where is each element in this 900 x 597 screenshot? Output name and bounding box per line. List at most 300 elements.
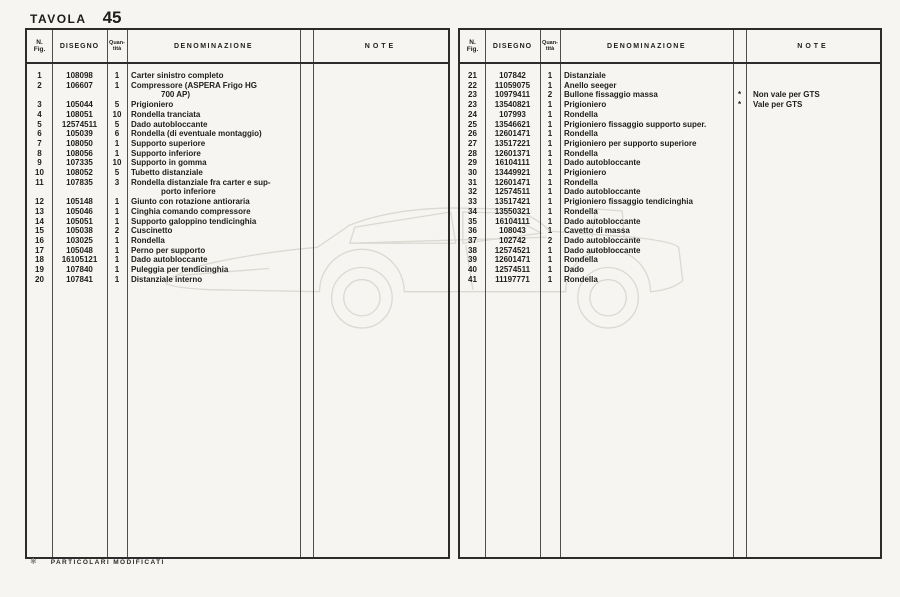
part-name xyxy=(560,255,733,265)
part-name-line: Dado autobloccante xyxy=(131,255,208,265)
fig-number: 3 xyxy=(37,100,42,110)
part-number: 108051 xyxy=(66,109,93,119)
fig-number: 33 xyxy=(468,197,477,207)
table-row xyxy=(460,100,880,110)
note-text xyxy=(746,71,880,81)
footer-legend xyxy=(30,557,165,566)
note-mark: * xyxy=(737,90,742,100)
fig-number: 13 xyxy=(35,206,44,216)
note-text xyxy=(746,275,880,285)
part-name xyxy=(127,217,300,227)
part-name xyxy=(127,120,300,130)
part-name-line: Distanziale interno xyxy=(131,274,203,284)
header-disegno: DISEGNO xyxy=(59,42,100,50)
note-text: Non vale per GTS xyxy=(753,90,820,100)
quantity: 1 xyxy=(547,148,553,158)
header-quantita-line2: tità xyxy=(112,46,122,52)
note-mark xyxy=(300,158,313,168)
part-number: 12574511 xyxy=(494,265,531,275)
table-row xyxy=(460,90,880,100)
note-text xyxy=(746,217,880,227)
note-mark xyxy=(733,187,746,197)
part-number: 12601471 xyxy=(494,177,531,187)
note-mark xyxy=(300,265,313,275)
part-name xyxy=(560,178,733,188)
part-name-line: Cinghia comando compressore xyxy=(131,206,251,216)
table-row xyxy=(460,236,880,246)
note-mark xyxy=(300,129,313,139)
fig-number: 21 xyxy=(468,71,477,80)
note-mark xyxy=(733,265,746,275)
note-text xyxy=(313,149,448,159)
part-name xyxy=(127,246,300,256)
part-name xyxy=(127,100,300,110)
note-mark xyxy=(300,236,313,246)
part-name xyxy=(560,158,733,168)
note-mark xyxy=(733,139,746,149)
note-mark xyxy=(300,217,313,227)
note-text xyxy=(313,178,448,197)
note-mark xyxy=(300,149,313,159)
note-text xyxy=(313,226,448,236)
header-quantita-line1: Quan- xyxy=(542,39,558,46)
note-text xyxy=(746,207,880,217)
note-mark xyxy=(733,120,746,130)
note-text xyxy=(313,158,448,168)
part-name-line: Supporto superiore xyxy=(131,138,206,148)
quantity: 1 xyxy=(547,206,553,216)
header-fig-line2: Fig. xyxy=(33,46,46,53)
quantity: 5 xyxy=(114,168,120,178)
part-name-line: Distanziale xyxy=(564,71,606,80)
note-text xyxy=(746,178,880,188)
table-row xyxy=(460,246,880,256)
part-name xyxy=(560,90,733,100)
part-name-line: Rondella xyxy=(131,235,165,245)
note-text xyxy=(313,139,448,149)
table-row xyxy=(460,110,880,120)
note-mark xyxy=(300,120,313,130)
part-name-line: Prigioniero xyxy=(564,168,607,178)
part-name-line: Rondella xyxy=(564,148,598,158)
header-note: NOTE xyxy=(797,42,829,50)
header-fig-line1: N. xyxy=(469,38,476,46)
part-number: 12574511 xyxy=(494,187,531,197)
table-row xyxy=(27,100,448,110)
part-number: 108052 xyxy=(66,168,93,178)
note-mark xyxy=(300,178,313,197)
quantity: 1 xyxy=(547,274,553,284)
part-number: 13517221 xyxy=(494,138,531,148)
note-mark xyxy=(733,207,746,217)
note-text xyxy=(746,168,880,178)
fig-number: 26 xyxy=(468,129,477,139)
note-text xyxy=(313,71,448,81)
table-row xyxy=(27,71,448,81)
part-name-line: Supporto in gomma xyxy=(131,158,207,168)
part-number: 13546621 xyxy=(494,119,531,129)
part-name xyxy=(560,236,733,246)
part-name-line: Supporto galoppino tendicinghia xyxy=(131,216,257,226)
part-name xyxy=(560,110,733,120)
quantity: 1 xyxy=(547,158,553,168)
note-text xyxy=(746,197,880,207)
part-number: 13550321 xyxy=(494,206,531,216)
part-name-line: Dado autobloccante xyxy=(564,216,641,226)
fig-number: 25 xyxy=(468,119,477,129)
quantity: 10 xyxy=(112,109,122,119)
header-disegno: DISEGNO xyxy=(492,42,533,50)
fig-number: 1 xyxy=(37,71,42,80)
header-fig-line2: Fig. xyxy=(466,46,479,53)
part-name xyxy=(127,110,300,120)
note-mark xyxy=(733,255,746,265)
header-fig xyxy=(460,39,485,54)
part-number: 10979411 xyxy=(494,90,531,100)
header-fig xyxy=(27,39,52,54)
header-denominazione: DENOMINAZIONE xyxy=(174,42,253,50)
note-text xyxy=(313,246,448,256)
part-name xyxy=(560,81,733,91)
fig-number: 15 xyxy=(35,226,44,236)
table-row xyxy=(27,129,448,139)
part-number: 12601471 xyxy=(494,255,531,265)
note-text xyxy=(313,217,448,227)
header-quantita xyxy=(540,40,560,53)
quantity: 1 xyxy=(114,80,120,90)
table-header xyxy=(27,30,448,64)
table-row xyxy=(460,129,880,139)
table-row xyxy=(27,168,448,178)
note-text xyxy=(746,187,880,197)
note-text xyxy=(746,120,880,130)
note-mark xyxy=(733,197,746,207)
part-name xyxy=(127,226,300,236)
quantity: 1 xyxy=(547,245,553,255)
note-mark xyxy=(733,217,746,227)
table-row xyxy=(27,81,448,100)
part-number: 13540821 xyxy=(494,100,531,110)
fig-number: 34 xyxy=(468,206,477,216)
quantity: 1 xyxy=(114,265,120,275)
part-name-line: Rondella xyxy=(564,109,598,119)
part-name xyxy=(127,129,300,139)
note-text xyxy=(313,110,448,120)
header-note: NOTE xyxy=(364,42,397,50)
fig-number: 11 xyxy=(35,177,44,187)
note-mark xyxy=(733,246,746,256)
part-name xyxy=(560,217,733,227)
fig-number: 20 xyxy=(35,274,44,284)
part-number: 105046 xyxy=(66,206,93,216)
part-number: 106607 xyxy=(66,80,93,90)
part-name xyxy=(560,139,733,149)
note-mark xyxy=(733,275,746,285)
fig-number: 17 xyxy=(35,245,44,255)
part-number: 12601471 xyxy=(494,129,531,139)
part-name xyxy=(560,129,733,139)
fig-number: 28 xyxy=(468,148,477,158)
part-name xyxy=(560,197,733,207)
part-name xyxy=(560,275,733,285)
note-text xyxy=(313,81,448,100)
part-name-line: Carter sinistro completo xyxy=(131,71,224,80)
table-row xyxy=(460,120,880,130)
part-number: 107835 xyxy=(66,177,93,187)
part-name xyxy=(560,226,733,236)
quantity: 3 xyxy=(114,177,120,187)
part-name xyxy=(560,168,733,178)
part-name xyxy=(127,81,300,100)
part-number: 107335 xyxy=(66,158,93,168)
part-number: 108050 xyxy=(66,138,93,148)
part-name-line: Perno per supporto xyxy=(131,245,206,255)
quantity: 6 xyxy=(114,129,120,139)
part-number: 12574511 xyxy=(61,119,98,129)
quantity: 1 xyxy=(114,274,120,284)
quantity: 1 xyxy=(114,245,120,255)
note-text xyxy=(313,100,448,110)
note-mark xyxy=(733,110,746,120)
note-mark xyxy=(300,71,313,81)
fig-number: 4 xyxy=(37,109,42,119)
fig-number: 39 xyxy=(468,255,477,265)
table-row xyxy=(27,255,448,265)
part-name-line: Rondella distanziale fra carter e sup- xyxy=(131,177,271,187)
part-number: 16104111 xyxy=(495,158,530,168)
quantity: 1 xyxy=(114,148,120,158)
table-row xyxy=(460,207,880,217)
table-row xyxy=(27,265,448,275)
note-mark xyxy=(733,226,746,236)
part-number: 105039 xyxy=(66,129,93,139)
note-text xyxy=(313,207,448,217)
part-name-line: Prigioniero fissaggio tendicinghia xyxy=(564,197,693,207)
fig-number: 12 xyxy=(35,197,44,207)
note-mark xyxy=(300,168,313,178)
table-row xyxy=(27,226,448,236)
part-number: 16104111 xyxy=(495,216,530,226)
quantity: 1 xyxy=(547,80,553,90)
table-row xyxy=(27,178,448,197)
note-text xyxy=(746,81,880,91)
note-mark xyxy=(733,158,746,168)
part-number: 107841 xyxy=(66,274,93,284)
part-number: 107993 xyxy=(499,109,526,119)
fig-number: 9 xyxy=(37,158,42,168)
fig-number: 5 xyxy=(37,119,42,129)
quantity: 2 xyxy=(547,90,553,100)
table-row xyxy=(460,265,880,275)
part-number: 105048 xyxy=(66,245,93,255)
note-mark xyxy=(733,149,746,159)
fig-number: 32 xyxy=(468,187,477,197)
fig-number: 24 xyxy=(468,109,477,119)
note-text xyxy=(313,255,448,265)
quantity: 5 xyxy=(114,100,120,110)
header-quantita-line2: tità xyxy=(545,46,555,52)
part-number: 108098 xyxy=(66,71,93,80)
table-row xyxy=(460,139,880,149)
part-name-line: Rondella xyxy=(564,129,598,139)
quantity: 1 xyxy=(547,129,553,139)
part-number: 11197771 xyxy=(495,274,530,284)
part-name xyxy=(127,236,300,246)
fig-number: 27 xyxy=(468,138,477,148)
note-text xyxy=(313,275,448,285)
modified-parts-star-icon: ✱ xyxy=(30,557,37,566)
note-text xyxy=(313,129,448,139)
table-row xyxy=(460,255,880,265)
part-number: 107842 xyxy=(499,71,526,80)
header-quantita xyxy=(107,40,127,53)
part-name xyxy=(560,207,733,217)
quantity: 1 xyxy=(114,197,120,207)
part-name xyxy=(127,265,300,275)
quantity: 1 xyxy=(547,255,553,265)
note-text xyxy=(746,226,880,236)
note-text xyxy=(746,129,880,139)
part-number: 107840 xyxy=(66,265,93,275)
fig-number: 36 xyxy=(468,226,477,236)
note-text xyxy=(313,120,448,130)
note-text xyxy=(313,236,448,246)
quantity: 1 xyxy=(547,187,553,197)
part-name-line: Puleggia per tendicinghia xyxy=(131,265,229,275)
part-number: 12574521 xyxy=(494,245,531,255)
note-mark xyxy=(300,207,313,217)
header-fig-line1: N. xyxy=(36,38,43,46)
part-name xyxy=(560,149,733,159)
quantity: 1 xyxy=(547,119,553,129)
table-row xyxy=(460,275,880,285)
table-row xyxy=(460,226,880,236)
table-row xyxy=(460,178,880,188)
table-body xyxy=(27,64,448,284)
part-name-line: Anello seeger xyxy=(564,80,617,90)
table-row xyxy=(27,139,448,149)
part-number: 16105121 xyxy=(61,255,98,265)
fig-number: 37 xyxy=(468,235,477,245)
part-name xyxy=(560,187,733,197)
table-row xyxy=(27,275,448,285)
quantity: 2 xyxy=(114,226,120,236)
note-mark xyxy=(300,275,313,285)
quantity: 1 xyxy=(114,206,120,216)
table-body xyxy=(460,64,880,284)
table-row xyxy=(460,217,880,227)
note-text xyxy=(313,265,448,275)
quantity: 1 xyxy=(547,177,553,187)
quantity: 5 xyxy=(114,119,120,129)
quantity: 1 xyxy=(547,216,553,226)
fig-number: 16 xyxy=(35,235,44,245)
parts-table-left xyxy=(25,28,450,559)
part-name xyxy=(127,178,300,197)
note-mark xyxy=(733,129,746,139)
table-row xyxy=(27,110,448,120)
quantity: 1 xyxy=(114,216,120,226)
part-name-line: Dado autobloccante xyxy=(564,187,641,197)
part-name-line: Dado autobloccante xyxy=(564,245,641,255)
part-name-line: Prigioniero xyxy=(131,100,174,110)
header-denominazione: DENOMINAZIONE xyxy=(607,42,686,50)
part-number: 102742 xyxy=(499,235,526,245)
fig-number: 41 xyxy=(468,274,477,284)
part-name-line: Dado autobloccante xyxy=(564,158,641,168)
part-name-line: Dado xyxy=(564,265,584,275)
part-name xyxy=(560,71,733,81)
note-text xyxy=(746,236,880,246)
table-header xyxy=(460,30,880,64)
part-name-line: Compressore (ASPERA Frigo HG xyxy=(131,80,257,90)
quantity: 10 xyxy=(112,158,122,168)
part-number: 105148 xyxy=(66,197,93,207)
part-name xyxy=(127,139,300,149)
part-name-line: Rondella xyxy=(564,274,598,284)
part-name-line: Supporto inferiore xyxy=(131,148,201,158)
note-mark xyxy=(300,246,313,256)
header-quantita-line1: Quan- xyxy=(109,39,125,46)
part-number: 13517421 xyxy=(494,197,531,207)
fig-number: 10 xyxy=(35,168,44,178)
note-text xyxy=(313,197,448,207)
note-mark xyxy=(300,81,313,100)
fig-number: 23 xyxy=(468,90,477,100)
fig-number: 8 xyxy=(37,148,42,158)
quantity: 1 xyxy=(114,255,120,265)
part-name xyxy=(127,149,300,159)
part-name-line: Rondella tranciata xyxy=(131,109,201,119)
table-row xyxy=(27,197,448,207)
note-mark xyxy=(300,139,313,149)
note-text: Vale per GTS xyxy=(753,100,803,110)
fig-number: 18 xyxy=(35,255,44,265)
quantity: 1 xyxy=(547,168,553,178)
table-row xyxy=(460,71,880,81)
table-row xyxy=(27,149,448,159)
quantity: 1 xyxy=(547,100,553,110)
note-text xyxy=(746,158,880,168)
part-name xyxy=(127,207,300,217)
parts-table-right xyxy=(458,28,882,559)
part-number: 108056 xyxy=(66,148,93,158)
part-name-line: Cavetto di massa xyxy=(564,226,630,236)
fig-number: 30 xyxy=(468,168,477,178)
fig-number: 38 xyxy=(468,245,477,255)
quantity: 1 xyxy=(114,71,120,80)
part-name xyxy=(127,255,300,265)
part-name-line: Rondella (di eventuale montaggio) xyxy=(131,129,262,139)
note-mark xyxy=(733,168,746,178)
fig-number: 31 xyxy=(468,177,477,187)
part-name-line: Dado autobloccante xyxy=(131,119,208,129)
quantity: 1 xyxy=(547,197,553,207)
note-text xyxy=(746,110,880,120)
fig-number: 22 xyxy=(468,80,477,90)
part-name-line: Giunto con rotazione antioraria xyxy=(131,197,250,207)
part-number: 108043 xyxy=(499,226,526,236)
part-number: 105044 xyxy=(66,100,93,110)
part-name xyxy=(127,168,300,178)
fig-number: 29 xyxy=(468,158,477,168)
part-name-line: 700 AP) xyxy=(161,90,191,100)
table-row xyxy=(460,158,880,168)
part-name xyxy=(127,71,300,81)
table-row xyxy=(27,236,448,246)
quantity: 1 xyxy=(114,138,120,148)
part-name xyxy=(560,120,733,130)
